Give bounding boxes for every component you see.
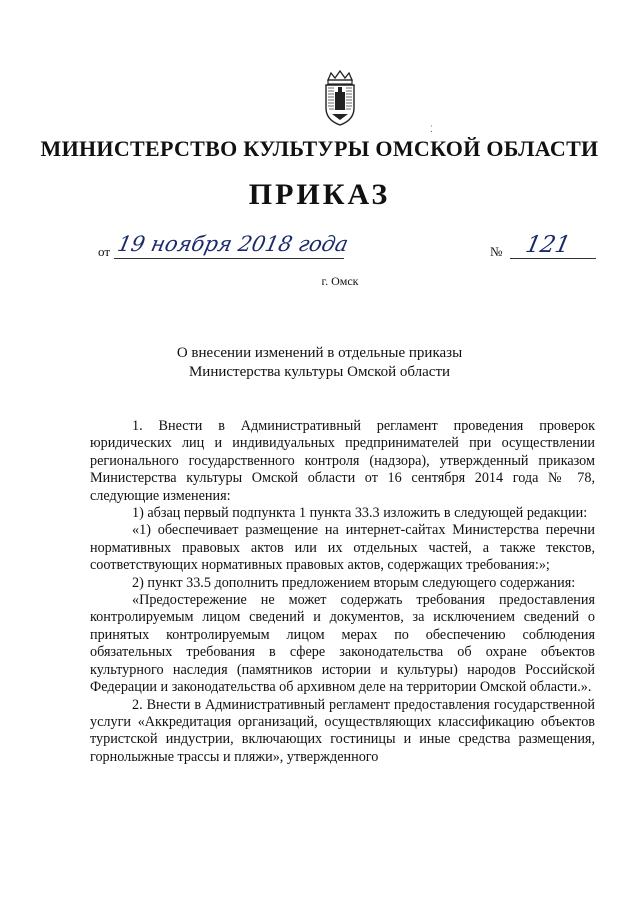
document-type-title: ПРИКАЗ <box>248 178 391 211</box>
date-from-label: от <box>98 244 111 259</box>
paragraph-1-1: 1) абзац первый подпункта 1 пункта 33.3 изложить в следующей редакции: <box>132 505 588 522</box>
paragraph-1-2: 2) пункт 33.5 дополнить предложением вторым следующего содержания: <box>132 574 576 591</box>
paragraph-2: 2. Внести в Административный регламент предоставления государственной услуги «Аккредитация организаций, осуществляющих классификацию объектов туристской индустрии, включающих гостиницы и иные средства размещения, горнолыжные трассы и пляжи», утвержденного <box>90 696 595 765</box>
handwritten-date: 19 ноября 2018 года <box>115 232 351 256</box>
subject-line-1: О внесении изменений в отдельные приказы <box>176 345 463 361</box>
date-number-row <box>90 232 610 264</box>
paragraph-1-1-text: «1) обеспечивает размещение на интернет-сайтах Министерства перечни нормативных правовых актов или их отдельных частей, а также текстов, соответствующих нормативных правовых актов, содержащих требования:»; <box>90 522 595 574</box>
subject-line-2: Министерства культуры Омской области <box>188 364 451 380</box>
number-label: № <box>490 244 503 259</box>
paragraph-1-2-text: «Предостережение не может содержать требования предоставления контролируемым лицом сведений и документов, за исключением сведений о принятых контролируемым лицом мерах по обеспечению соблюдения обязательных требования в сфере законодательства об охране объектов культурного наследия (памятников истории и культуры) народов Российской Федерации и законодательства об архивном деле на территории Омской области.». <box>90 592 595 696</box>
order-body <box>90 418 595 766</box>
paragraph-1: 1. Внести в Административный регламент проведения проверок юридических лиц и индивидуальных предпринимателей при осуществлении регионального государственного контроля (надзора), утвержденный приказом Министерства культуры Омской области от 16 сентября 2014 года № 78, следующие изменения: <box>90 418 595 504</box>
number-underline <box>510 258 596 259</box>
order-subject <box>0 344 639 382</box>
city-label: г. Омск <box>321 274 359 288</box>
scan-mark: ⁚ <box>430 124 433 134</box>
ministry-title: МИНИСТЕРСТВО КУЛЬТУРЫ ОМСКОЙ ОБЛАСТИ <box>40 136 599 161</box>
handwritten-number: 121 <box>523 232 573 258</box>
date-underline <box>114 258 344 259</box>
omsk-coat-of-arms-icon <box>322 70 358 126</box>
